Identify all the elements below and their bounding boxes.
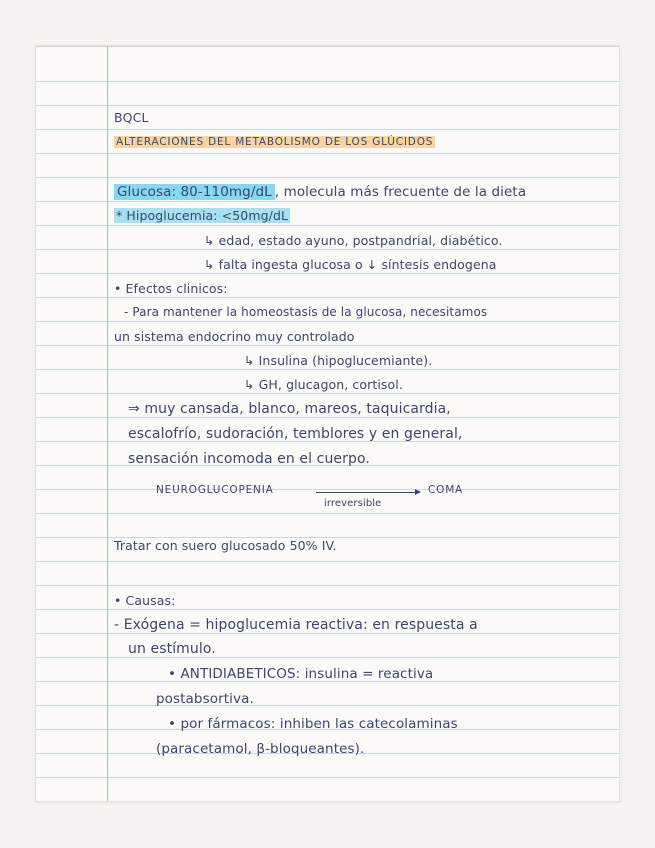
effects-line-2: un sistema endocrino muy controlado: [114, 329, 355, 344]
neuroglucopenia-label: NEUROGLUCOPENIA: [156, 484, 274, 496]
effects-heading: • Efectos clinicos:: [114, 281, 228, 296]
topic-highlight: ALTERACIONES DEL METABOLISMO DE LOS GLÚCIDOS: [116, 136, 434, 148]
irreversible-label: irreversible: [324, 498, 382, 509]
glucose-line: [114, 184, 526, 200]
hypoglycemia-line: [114, 208, 290, 223]
effects-line-1: - Para mantener la homeostasis de la glucosa, necesitamos: [124, 305, 488, 319]
causes-line-5: • por fármacos: inhiben las catecolaminas: [168, 716, 458, 732]
glucose-description: , molecula más frecuente de la dieta: [274, 184, 527, 200]
causes-line-6: (paracetamol, β-bloqueantes).: [156, 741, 365, 757]
topic-title: [114, 136, 435, 148]
causes-line-3: • ANTIDIABETICOS: insulina = reactiva: [168, 666, 434, 682]
notebook-page: [36, 46, 619, 801]
symptoms-line-3: sensación incomoda en el cuerpo.: [128, 451, 370, 467]
effects-line-3: ↳ Insulina (hipoglucemiante).: [244, 353, 433, 368]
hypo-cause-1: ↳ edad, estado ayuno, postpandrial, diabético.: [204, 233, 503, 248]
glucose-label: Glucosa: 80-110mg/dL: [114, 184, 275, 200]
causes-line-1: - Exógena = hipoglucemia reactiva: en respuesta a: [114, 617, 478, 633]
subject-heading: BQCL: [114, 110, 149, 125]
causes-line-2: un estímulo.: [128, 641, 216, 657]
symptoms-line-1: ⇒ muy cansada, blanco, mareos, taquicardia,: [128, 401, 451, 417]
hypo-cause-2: ↳ falta ingesta glucosa o ↓ síntesis endogena: [204, 257, 497, 272]
coma-label: COMA: [428, 484, 464, 496]
arrow-icon: [316, 492, 420, 493]
symptoms-line-2: escalofrío, sudoración, temblores y en general,: [128, 426, 463, 442]
effects-line-4: ↳ GH, glucagon, cortisol.: [244, 377, 403, 392]
causes-line-4: postabsortiva.: [156, 691, 254, 707]
hypoglycemia-label: * Hipoglucemia: <50mg/dL: [116, 208, 289, 223]
treatment-line: Tratar con suero glucosado 50% IV.: [114, 538, 337, 553]
causes-heading: • Causas:: [114, 593, 176, 608]
margin-line: [107, 46, 108, 801]
